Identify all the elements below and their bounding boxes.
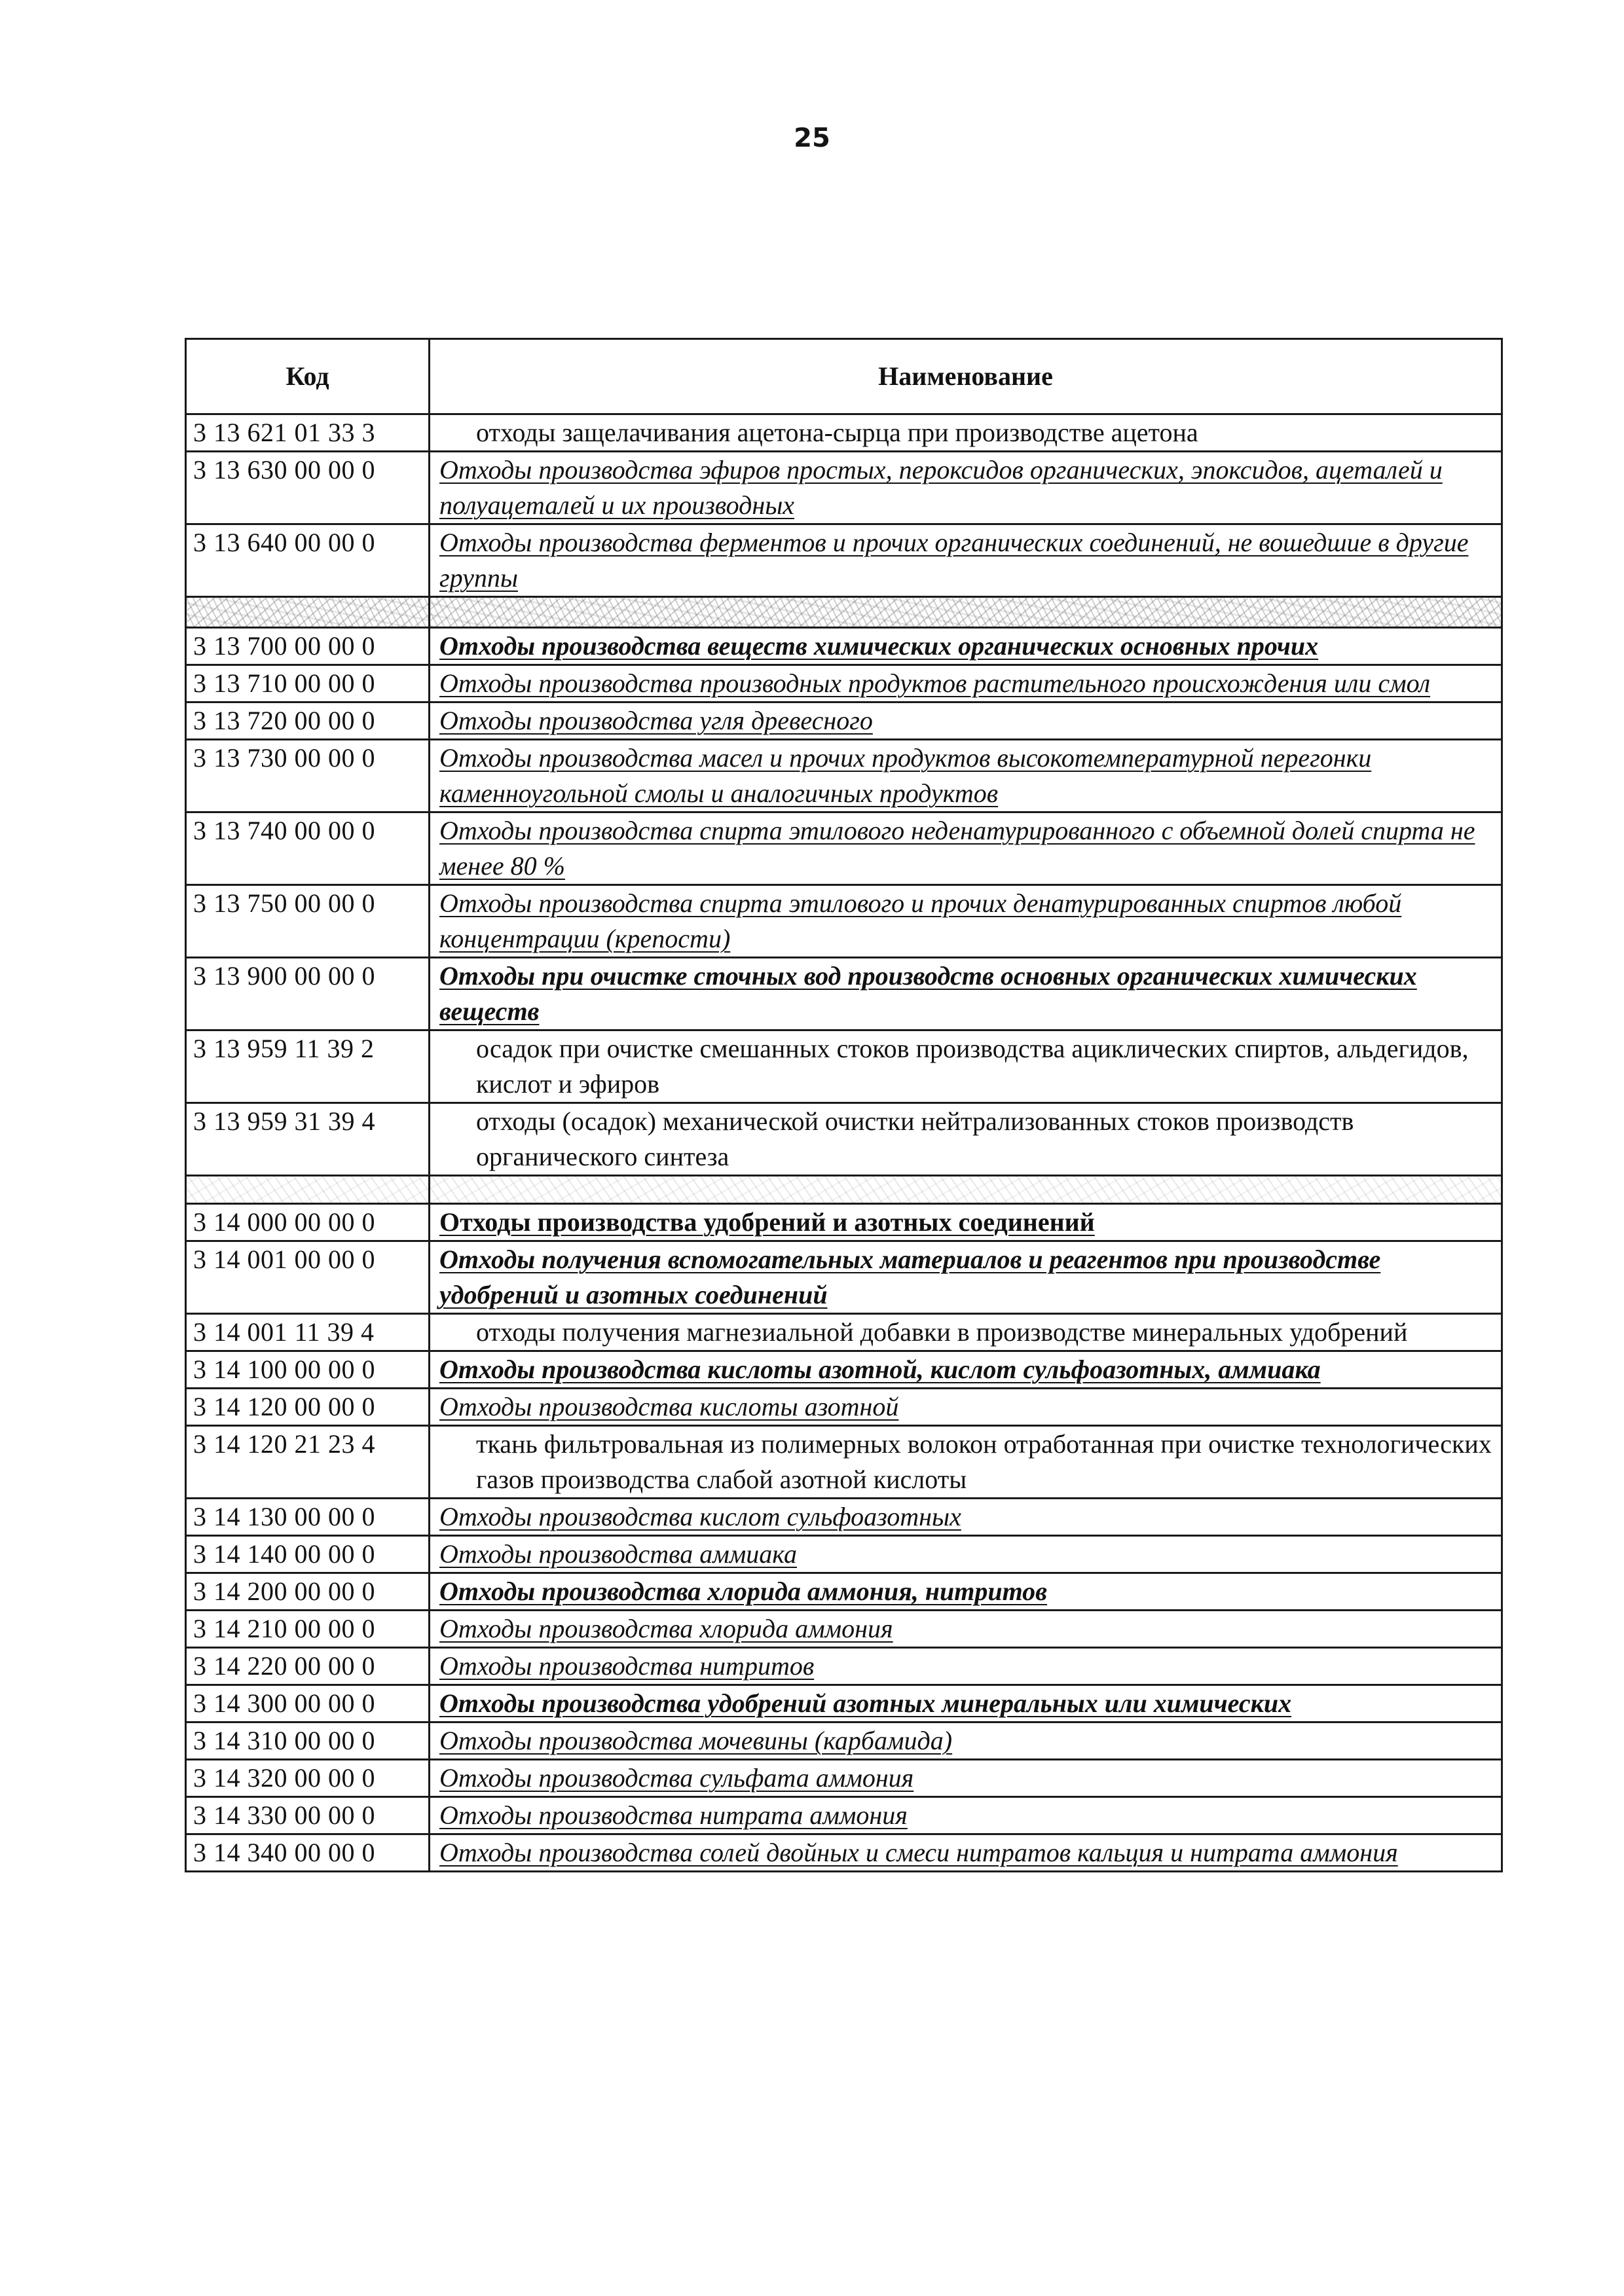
table-row xyxy=(186,1536,1502,1573)
code-cell: 3 14 100 00 00 0 xyxy=(186,1351,430,1389)
table-header-row xyxy=(186,339,1502,414)
name-text: Отходы производства аммиака xyxy=(439,1539,797,1569)
name-text: Отходы производства хлорида аммония, нитритов xyxy=(439,1576,1048,1606)
name-cell xyxy=(430,1722,1502,1760)
name-text: осадок при очистке смешанных стоков производства ациклических спиртов, альдегидов, кислот и эфиров xyxy=(476,1034,1469,1099)
code-cell: 3 14 330 00 00 0 xyxy=(186,1797,430,1834)
scan-noise-cell xyxy=(186,1176,430,1204)
name-cell xyxy=(430,1426,1502,1499)
name-cell xyxy=(430,740,1502,812)
table-row xyxy=(186,812,1502,885)
code-cell: 3 14 001 00 00 0 xyxy=(186,1241,430,1314)
code-cell: 3 13 640 00 00 0 xyxy=(186,524,430,597)
name-text: Отходы производства спирта этилового неденатурированного с объемной долей спирта не менее 80 % xyxy=(439,816,1475,881)
name-cell xyxy=(430,1648,1502,1685)
table-row xyxy=(186,1611,1502,1648)
table-row xyxy=(186,1797,1502,1834)
name-cell xyxy=(430,452,1502,524)
name-cell xyxy=(430,812,1502,885)
table-row xyxy=(186,1499,1502,1536)
name-text: Отходы производства угля древесного xyxy=(439,706,873,735)
table-row xyxy=(186,1722,1502,1760)
table-row xyxy=(186,1573,1502,1611)
name-cell xyxy=(430,414,1502,452)
name-cell xyxy=(430,1685,1502,1722)
code-cell: 3 13 630 00 00 0 xyxy=(186,452,430,524)
table-row xyxy=(186,740,1502,812)
name-cell xyxy=(430,1611,1502,1648)
name-text: Отходы производства нитрата аммония xyxy=(439,1800,908,1830)
table-row xyxy=(186,1351,1502,1389)
name-text: Отходы производства удобрений и азотных соединений xyxy=(439,1207,1095,1237)
name-text: ткань фильтровальная из полимерных волокон отработанная при очистке технологических газов производства слабой азотной кислоты xyxy=(476,1429,1492,1494)
page-number: 25 xyxy=(794,123,830,153)
table-row xyxy=(186,1204,1502,1241)
name-cell xyxy=(430,665,1502,702)
name-text: Отходы получения вспомогательных материалов и реагентов при производстве удобрений и азотных соединений xyxy=(439,1245,1381,1309)
table-row xyxy=(186,1426,1502,1499)
code-cell: 3 13 750 00 00 0 xyxy=(186,885,430,958)
code-cell: 3 14 120 00 00 0 xyxy=(186,1389,430,1426)
table-row xyxy=(186,1760,1502,1797)
table-row xyxy=(186,885,1502,958)
name-text: Отходы производства веществ химических органических основных прочих xyxy=(439,631,1319,661)
name-cell xyxy=(430,702,1502,740)
name-cell xyxy=(430,1314,1502,1351)
table-row xyxy=(186,1389,1502,1426)
name-text: Отходы производства масел и прочих продуктов высокотемпературной перегонки каменноугольной смолы и аналогичных продуктов xyxy=(439,743,1372,808)
name-cell xyxy=(430,1760,1502,1797)
name-cell xyxy=(430,1499,1502,1536)
column-header-code: Код xyxy=(186,339,430,414)
name-text: Отходы при очистке сточных вод производств основных органических химических веществ xyxy=(439,961,1417,1026)
table-row xyxy=(186,524,1502,597)
code-cell: 3 14 300 00 00 0 xyxy=(186,1685,430,1722)
table-row xyxy=(186,665,1502,702)
code-cell: 3 14 140 00 00 0 xyxy=(186,1536,430,1573)
name-cell xyxy=(430,1030,1502,1103)
table-row xyxy=(186,1648,1502,1685)
name-text: Отходы производства ферментов и прочих органических соединений, не вошедшие в другие группы xyxy=(439,528,1469,592)
scan-noise-cell xyxy=(186,597,430,628)
name-cell xyxy=(430,1834,1502,1872)
name-text: отходы (осадок) механической очистки нейтрализованных стоков производств органического синтеза xyxy=(476,1106,1354,1171)
code-cell: 3 14 001 11 39 4 xyxy=(186,1314,430,1351)
scan-noise-row xyxy=(186,1176,1502,1204)
name-text: Отходы производства удобрений азотных минеральных или химических xyxy=(439,1688,1292,1718)
scan-noise-cell xyxy=(430,1176,1502,1204)
name-cell xyxy=(430,958,1502,1030)
code-cell: 3 14 340 00 00 0 xyxy=(186,1834,430,1872)
table-body xyxy=(186,414,1502,1872)
name-cell xyxy=(430,1573,1502,1611)
waste-code-table xyxy=(185,338,1503,1872)
code-cell: 3 13 959 11 39 2 xyxy=(186,1030,430,1103)
code-cell: 3 13 621 01 33 3 xyxy=(186,414,430,452)
name-text: Отходы производства спирта этилового и прочих денатурированных спиртов любой концентрации (крепости) xyxy=(439,888,1402,953)
name-text: Отходы производства кислоты азотной xyxy=(439,1392,899,1421)
code-cell: 3 14 310 00 00 0 xyxy=(186,1722,430,1760)
table-row xyxy=(186,1241,1502,1314)
name-cell xyxy=(430,1103,1502,1176)
name-text: Отходы производства хлорида аммония xyxy=(439,1614,893,1643)
table-row xyxy=(186,702,1502,740)
name-text: отходы защелачивания ацетона-сырца при производстве ацетона xyxy=(476,418,1198,447)
code-cell: 3 14 210 00 00 0 xyxy=(186,1611,430,1648)
table-row xyxy=(186,1103,1502,1176)
table-row xyxy=(186,414,1502,452)
scan-noise-row xyxy=(186,597,1502,628)
name-text: Отходы производства нитритов xyxy=(439,1651,815,1681)
table-row xyxy=(186,1030,1502,1103)
name-text: отходы получения магнезиальной добавки в производстве минеральных удобрений xyxy=(476,1317,1408,1347)
name-cell xyxy=(430,1536,1502,1573)
code-cell: 3 13 730 00 00 0 xyxy=(186,740,430,812)
code-cell: 3 13 740 00 00 0 xyxy=(186,812,430,885)
name-text: Отходы производства кислот сульфоазотных xyxy=(439,1502,961,1531)
table-row xyxy=(186,1314,1502,1351)
name-text: Отходы производства производных продуктов растительного происхождения или смол xyxy=(439,668,1431,698)
name-cell xyxy=(430,1351,1502,1389)
table-row xyxy=(186,1834,1502,1872)
column-header-name: Наименование xyxy=(430,339,1502,414)
name-text: Отходы производства мочевины (карбамида) xyxy=(439,1726,953,1755)
name-text: Отходы производства сульфата аммония xyxy=(439,1763,914,1793)
code-cell: 3 14 220 00 00 0 xyxy=(186,1648,430,1685)
name-text: Отходы производства эфиров простых, пероксидов органических, эпоксидов, ацеталей и полуацеталей и их производных xyxy=(439,455,1443,520)
table-row xyxy=(186,958,1502,1030)
name-cell xyxy=(430,628,1502,665)
code-cell: 3 14 200 00 00 0 xyxy=(186,1573,430,1611)
name-cell xyxy=(430,1241,1502,1314)
code-cell: 3 14 120 21 23 4 xyxy=(186,1426,430,1499)
code-cell: 3 13 720 00 00 0 xyxy=(186,702,430,740)
code-cell: 3 14 320 00 00 0 xyxy=(186,1760,430,1797)
table-row xyxy=(186,1685,1502,1722)
table-row xyxy=(186,628,1502,665)
name-cell xyxy=(430,1797,1502,1834)
code-cell: 3 14 000 00 00 0 xyxy=(186,1204,430,1241)
table-header xyxy=(186,339,1502,414)
code-cell: 3 14 130 00 00 0 xyxy=(186,1499,430,1536)
code-cell: 3 13 700 00 00 0 xyxy=(186,628,430,665)
name-text: Отходы производства солей двойных и смеси нитратов кальция и нитрата аммония xyxy=(439,1838,1398,1867)
name-cell xyxy=(430,524,1502,597)
name-cell xyxy=(430,885,1502,958)
code-cell: 3 13 900 00 00 0 xyxy=(186,958,430,1030)
name-text: Отходы производства кислоты азотной, кислот сульфоазотных, аммиака xyxy=(439,1355,1321,1384)
table-row xyxy=(186,452,1502,524)
name-cell xyxy=(430,1389,1502,1426)
scan-noise-cell xyxy=(430,597,1502,628)
name-cell xyxy=(430,1204,1502,1241)
code-cell: 3 13 959 31 39 4 xyxy=(186,1103,430,1176)
code-cell: 3 13 710 00 00 0 xyxy=(186,665,430,702)
